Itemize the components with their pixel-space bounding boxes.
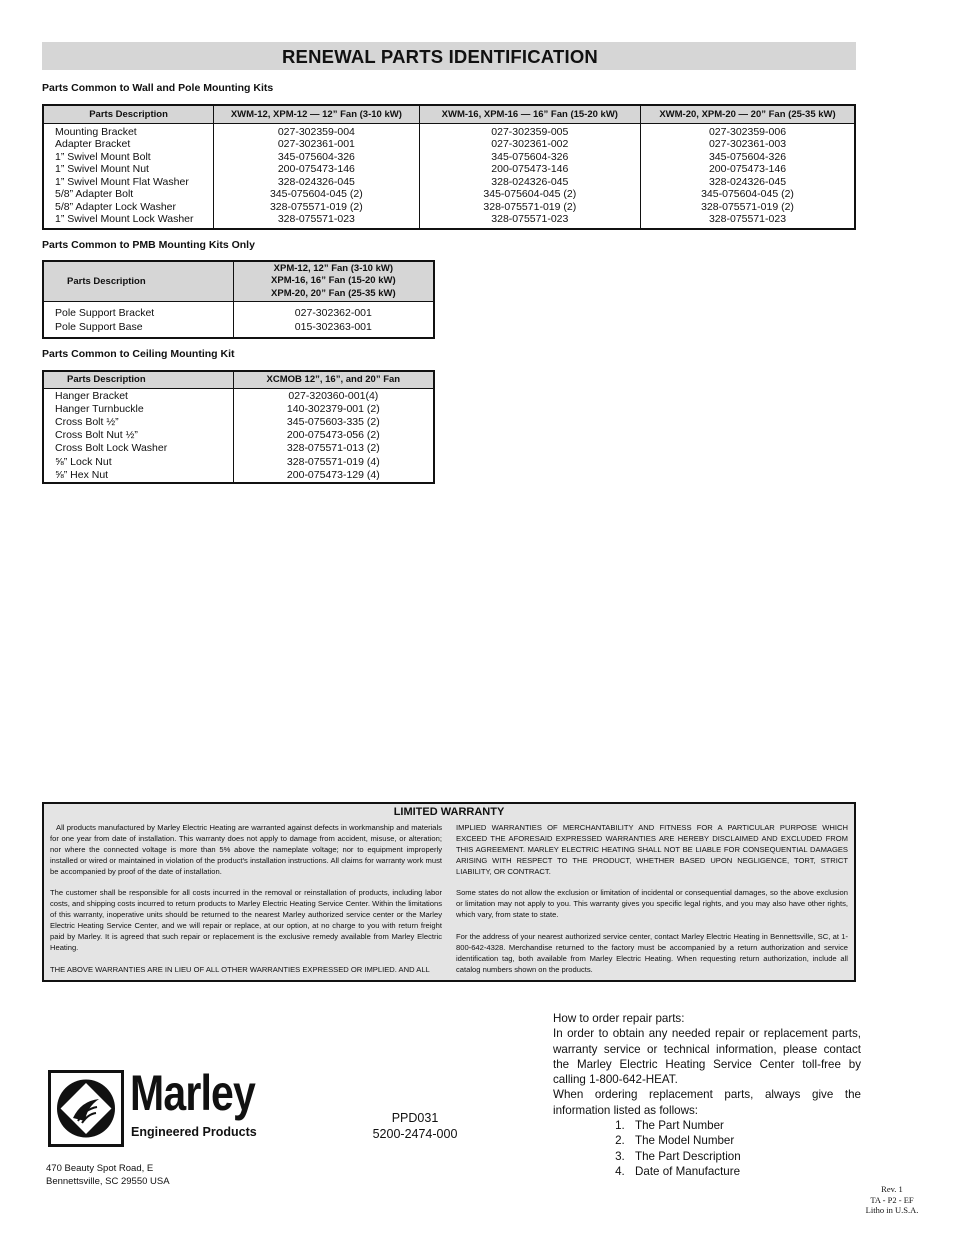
- warranty-paragraph: For the address of your nearest authorized service center, contact Marley Electric Heating in Bennettsville, SC, at 1-800-642-4328. Merchandise returned to the factory must be accompanied by a return authorization and service identification tag, both available from Marley Electric Heating. When requesting return authorization, include all catalog numbers shown on the products.: [456, 932, 848, 974]
- revision-info: [860, 1184, 924, 1216]
- warranty-paragraph: All products manufactured by Marley Electric Heating are warranted against defects in workmanship and materials for one year from date of installation. This warranty does not apply to damage from accident, misuse, or alteration; nor where the connected voltage is more than 5% above the nameplate voltage; nor to equipment improperly installed or wired or maintained in violation of the product's installation instructions. All claims for warranty work must be accompanied by proof of the date of installation.: [50, 823, 442, 876]
- table-cell: 027-302361-001: [277, 138, 355, 150]
- part-number-column: [419, 123, 640, 229]
- table-cell: 328-075571-019 (4): [286, 455, 380, 468]
- part-number-column: [233, 301, 434, 338]
- table-cell: 328-075571-019 (2): [483, 200, 577, 213]
- table-cell: Pole Support Base: [55, 320, 143, 333]
- warranty-left-column: [50, 823, 442, 987]
- table-cell: 5/8” Adapter Bolt: [55, 188, 134, 200]
- column-header: XWM-16, XPM-16 — 16” Fan (15-20 kW): [419, 105, 640, 123]
- ceiling-table: [42, 370, 435, 484]
- table-cell: 345-075604-326: [708, 150, 787, 163]
- column-header: XCMOB 12”, 16”, and 20” Fan: [233, 371, 434, 388]
- logo-wordmark: Marley: [130, 1065, 255, 1121]
- part-number-column: [641, 123, 855, 229]
- table-cell: 345-075604-045 (2): [701, 188, 794, 200]
- description-column: [43, 123, 214, 229]
- table-cell: 200-075473-056 (2): [286, 429, 380, 442]
- title-bar: [42, 42, 856, 70]
- table-cell: 328-024326-045: [708, 175, 787, 188]
- address-line: 470 Beauty Spot Road, E: [46, 1163, 154, 1174]
- table-cell: 200-075473-146: [491, 163, 569, 175]
- table-cell: 345-075604-045 (2): [269, 188, 363, 200]
- table-cell: 027-302359-005: [491, 125, 569, 138]
- table-cell: 027-302361-002: [491, 138, 569, 150]
- table-cell: Adapter Bracket: [55, 138, 131, 150]
- table-cell: 1” Swivel Mount Bolt: [55, 150, 151, 163]
- marley-logo-icon: [48, 1070, 124, 1147]
- warranty-paragraph: Some states do not allow the exclusion or limitation of incidental or consequential damages, so the above exclusion or limitation may not apply to you. This warranty gives you specific legal rights, and you may also have other rights, which vary, from state to state.: [456, 888, 848, 920]
- column-header: Parts Description: [43, 371, 233, 388]
- list-item: 3. The Part Description: [628, 1149, 861, 1164]
- pmb-heading: Parts Common to PMB Mounting Kits Only: [42, 239, 255, 251]
- order-paragraph: When ordering replacement parts, always give the information listed as follows:: [553, 1088, 861, 1117]
- column-header: XPM-12, 12” Fan (3-10 kW) XPM-16, 16” Fan (15-20 kW) XPM-20, 20” Fan (25-35 kW): [233, 261, 434, 301]
- table-cell: 027-302362-001: [294, 306, 372, 319]
- table-cell: 027-302361-003: [708, 138, 787, 150]
- table-cell: Pole Support Bracket: [55, 306, 155, 319]
- order-paragraph: In order to obtain any needed repair or replacement parts, warranty service or technical information, please contact the Marley Electric Heating Service Center toll-free by calling 1-800-642-HEAT.: [553, 1027, 861, 1087]
- wall-pole-heading: Parts Common to Wall and Pole Mounting Kits: [42, 82, 274, 94]
- table-cell: 140-302379-001 (2): [286, 402, 380, 415]
- table-cell: 328-075571-019 (2): [701, 200, 794, 213]
- table-cell: 328-024326-045: [277, 175, 355, 188]
- table-cell: 345-075603-335 (2): [286, 415, 380, 428]
- table-cell: 5/8” Adapter Lock Washer: [55, 200, 177, 213]
- limited-warranty-box: [42, 802, 856, 982]
- pmb-table: [42, 260, 435, 339]
- table-cell: ⅝” Lock Nut: [55, 455, 112, 468]
- wall-pole-table: [42, 104, 856, 230]
- table-cell: 345-075604-326: [491, 150, 569, 163]
- part-number-column: [233, 388, 434, 483]
- warranty-paragraph: The customer shall be responsible for all costs incurred in the removal or reinstallation of products, including labor costs, and shipping costs incurred to return products to Marley Electric Heating Service Center. Within the limitations of this warranty, inoperative units should be returned to the nearest Marley authorized service center or the Marley Electric Heating Service Center, and we will repair or replace, at our option, at no charge to you with return freight paid by Marley. It is agreed that such repair or replacement is the exclusive remedy available from Marley Electric Heating.: [50, 888, 442, 952]
- warranty-title: LIMITED WARRANTY: [393, 806, 505, 818]
- table-cell: Hanger Turnbuckle: [55, 402, 144, 415]
- revision-line: TA - P2 - EF: [870, 1194, 914, 1205]
- table-cell: 027-302359-004: [277, 125, 355, 138]
- table-cell: 328-075571-013 (2): [286, 442, 380, 455]
- part-number-column: [214, 123, 419, 229]
- company-address: [46, 1163, 170, 1188]
- document-codes: [360, 1110, 470, 1142]
- warranty-right-column: [456, 823, 848, 987]
- column-header: XWM-20, XPM-20 — 20” Fan (25-35 kW): [641, 105, 855, 123]
- table-cell: Mounting Bracket: [55, 125, 137, 138]
- description-column: [43, 301, 233, 338]
- table-cell: 027-302359-006: [708, 125, 787, 138]
- order-list: [553, 1118, 861, 1179]
- table-cell: 328-075571-023: [708, 213, 787, 225]
- logo-tagline: Engineered Products: [131, 1125, 257, 1139]
- description-column: [43, 388, 233, 483]
- ceiling-heading: Parts Common to Ceiling Mounting Kit: [42, 348, 235, 360]
- revision-line: Rev. 1: [881, 1184, 903, 1194]
- table-cell: 345-075604-045 (2): [483, 188, 577, 200]
- warranty-paragraph: THE ABOVE WARRANTIES ARE IN LIEU OF ALL OTHER WARRANTIES EXPRESSED OR IMPLIED. AND ALL: [50, 964, 430, 974]
- table-cell: 328-075571-023: [491, 213, 569, 225]
- table-cell: 200-075473-146: [277, 163, 355, 175]
- column-header: Parts Description: [43, 261, 233, 301]
- table-cell: 345-075604-326: [277, 150, 355, 163]
- list-item: 1. The Part Number: [628, 1118, 861, 1133]
- order-heading: How to order repair parts:: [553, 1012, 685, 1025]
- table-cell: Cross Bolt Nut ½”: [55, 429, 138, 442]
- address-line: Bennettsville, SC 29550 USA: [46, 1175, 170, 1187]
- table-cell: 1” Swivel Mount Nut: [55, 163, 149, 175]
- list-item: 2. The Model Number: [628, 1133, 861, 1148]
- table-cell: 200-075473-129 (4): [286, 468, 380, 481]
- table-cell: 200-075473-146: [708, 163, 787, 175]
- table-cell: Hanger Bracket: [55, 389, 128, 402]
- table-cell: 1” Swivel Mount Lock Washer: [55, 213, 194, 225]
- column-header: Parts Description: [43, 105, 214, 123]
- list-item: 4. Date of Manufacture: [628, 1164, 861, 1179]
- order-info: [553, 1011, 861, 1179]
- revision-line: Litho in U.S.A.: [865, 1205, 919, 1215]
- table-cell: 027-320360-001(4): [288, 389, 379, 402]
- table-cell: 015-302363-001: [294, 320, 372, 333]
- table-cell: 1” Swivel Mount Flat Washer: [55, 175, 189, 188]
- table-cell: ⅝” Hex Nut: [55, 468, 109, 481]
- table-cell: Cross Bolt ½”: [55, 415, 119, 428]
- column-header: XWM-12, XPM-12 — 12” Fan (3-10 kW): [214, 105, 419, 123]
- table-cell: 328-075571-023: [277, 213, 355, 225]
- page-title: RENEWAL PARTS IDENTIFICATION: [282, 46, 598, 67]
- document-code: 5200-2474-000: [372, 1127, 458, 1141]
- document-code: PPD031: [391, 1111, 439, 1125]
- table-cell: 328-075571-019 (2): [269, 200, 363, 213]
- table-cell: 328-024326-045: [491, 175, 569, 188]
- table-cell: Cross Bolt Lock Washer: [55, 442, 168, 455]
- warranty-paragraph: IMPLIED WARRANTIES OF MERCHANTABILITY AND FITNESS FOR A PARTICULAR PURPOSE WHICH EXCEED THE AFORESAID EXPRESSED WARRANTIES ARE HEREBY DISCLAIMED AND EXCLUDED FROM THIS AGREEMENT. MARLEY ELECTRIC HEATING SHALL NOT BE LIABLE FOR CONSEQUENTIAL DAMAGES ARISING WITH RESPECT TO THE PRODUCT, WHETHER BASED UPON NEGLIGENCE, TORT, STRICT LIABILITY, OR CONTRACT.: [456, 823, 848, 876]
